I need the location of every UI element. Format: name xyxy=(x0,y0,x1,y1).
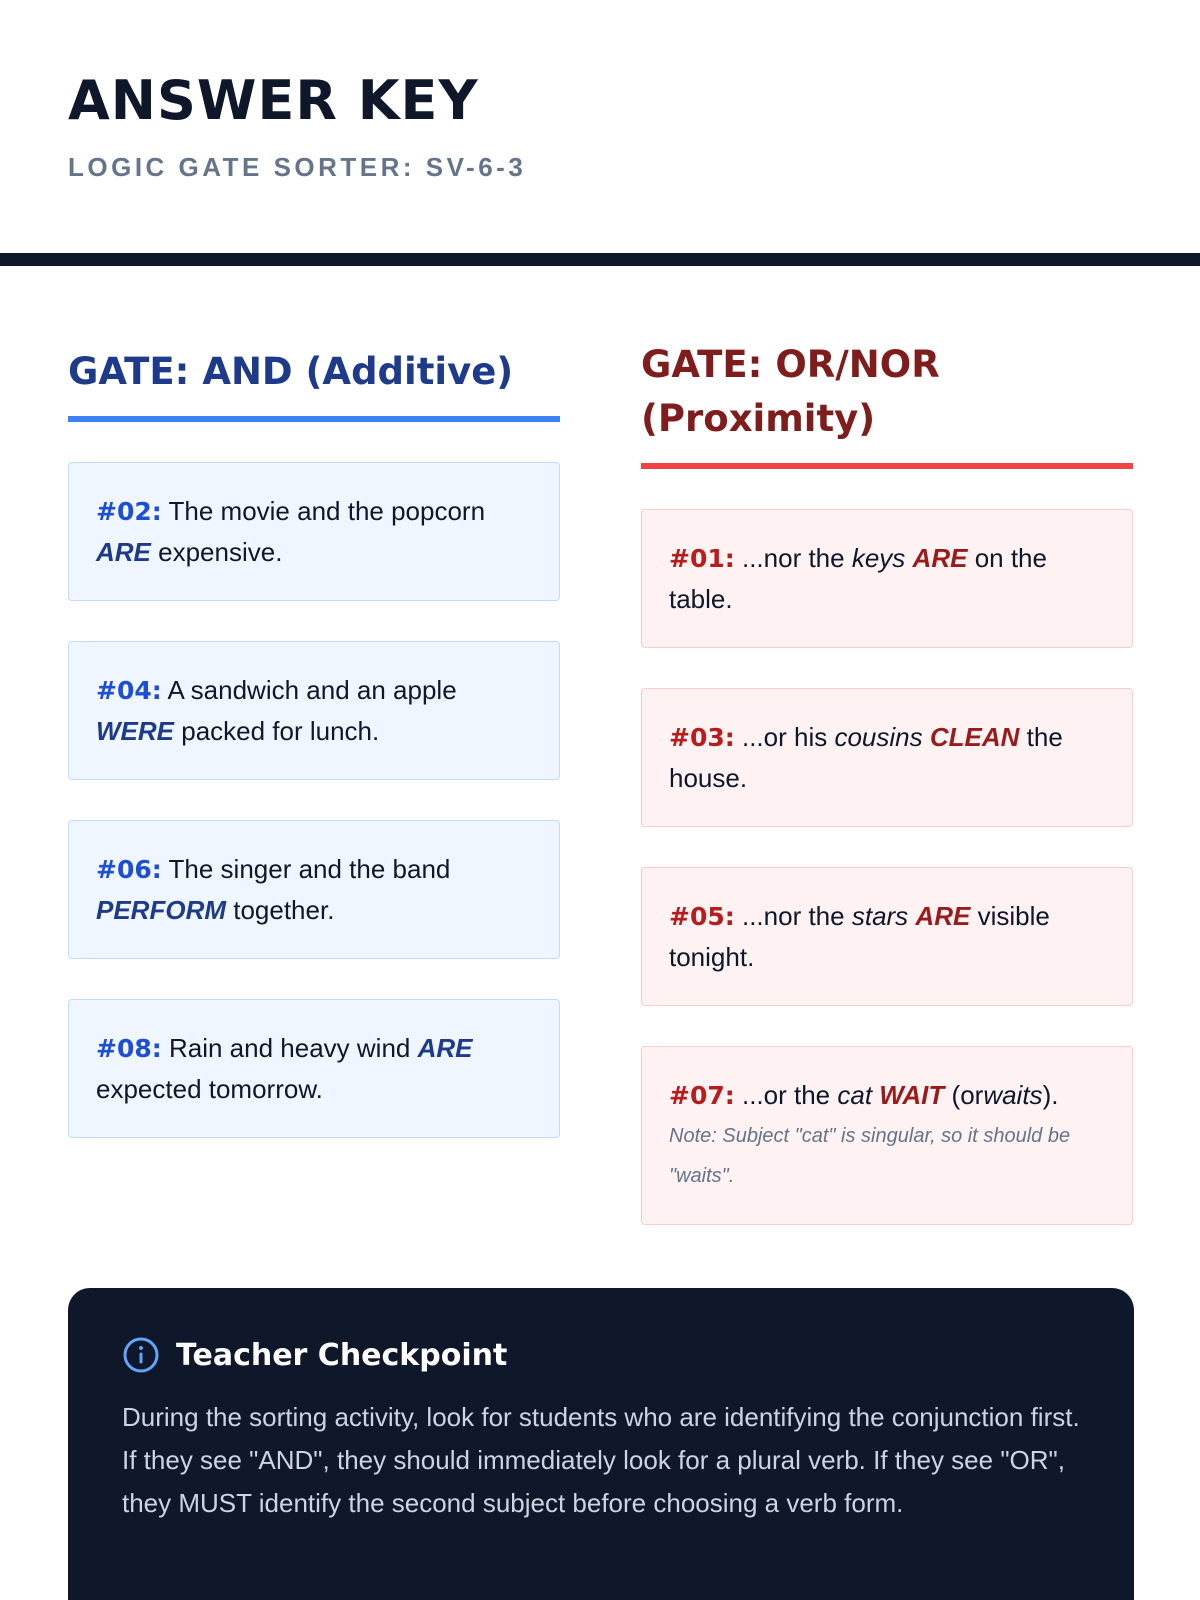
item-number: #06: xyxy=(96,855,162,884)
or-gate-heading: GATE: OR/NOR (Proximity) xyxy=(641,338,1133,469)
sentence-text: ...nor the xyxy=(741,901,845,931)
sentence-text: the house. xyxy=(669,722,1063,793)
and-card xyxy=(68,641,560,780)
or-card xyxy=(641,688,1133,827)
and-card xyxy=(68,462,560,601)
item-number: #08: xyxy=(96,1034,162,1063)
sentence-text: (or xyxy=(951,1080,984,1110)
verb: ARE xyxy=(417,1033,473,1063)
info-icon xyxy=(122,1336,160,1374)
and-card xyxy=(68,820,560,959)
subject: cousins xyxy=(834,722,923,752)
sentence-text: ...or his xyxy=(741,722,828,752)
item-number: #07: xyxy=(669,1081,735,1110)
sentence-text: A sandwich and an apple xyxy=(167,675,457,705)
or-card xyxy=(641,867,1133,1006)
verb: PERFORM xyxy=(96,895,226,925)
sentence-text: Rain and heavy wind xyxy=(168,1033,411,1063)
correction-note: Note: Subject "cat" is singular, so it should be "waits". xyxy=(669,1125,1071,1187)
subject: keys xyxy=(851,543,906,573)
item-number: #02: xyxy=(96,497,162,526)
sentence-text: The movie and the popcorn xyxy=(168,496,486,526)
header-divider xyxy=(0,253,1200,266)
verb: ARE xyxy=(912,543,968,573)
or-card xyxy=(641,509,1133,648)
checkpoint-header xyxy=(122,1336,1080,1374)
verb: ARE xyxy=(915,901,971,931)
sentence-text: The singer and the band xyxy=(168,854,451,884)
checkpoint-body: During the sorting activity, look for students who are identifying the conjunction first. If they see "AND", they should immediately look for a plural verb. If they see "OR", they MUST identify the second subject before choosing a verb form. xyxy=(122,1402,1080,1518)
item-number: #04: xyxy=(96,676,162,705)
page-subtitle: LOGIC GATE SORTER: SV-6-3 xyxy=(68,152,527,183)
item-number: #05: xyxy=(669,902,735,931)
and-gate-heading: GATE: AND (Additive) xyxy=(68,338,560,422)
item-number: #03: xyxy=(669,723,735,752)
sentence-text: visible tonight. xyxy=(669,901,1050,972)
or-card xyxy=(641,1046,1133,1225)
subject: cat xyxy=(837,1080,873,1110)
or-gate-column xyxy=(641,338,1133,1225)
sentence-text: expensive. xyxy=(158,537,283,567)
teacher-checkpoint xyxy=(68,1288,1134,1600)
and-card xyxy=(68,999,560,1138)
verb: ARE xyxy=(96,537,151,567)
sentence-text: ...or the xyxy=(741,1080,831,1110)
sentence-text: ...nor the xyxy=(741,543,845,573)
sentence-text: ). xyxy=(1042,1080,1059,1110)
sentence-text: packed for lunch. xyxy=(181,716,380,746)
header xyxy=(68,70,526,183)
sentence-text: on the table. xyxy=(669,543,1047,614)
sentence-text: expected tomorrow. xyxy=(96,1074,323,1104)
subject: stars xyxy=(851,901,909,931)
and-gate-column xyxy=(68,338,560,1138)
item-number: #01: xyxy=(669,544,735,573)
sentence-text: together. xyxy=(233,895,335,925)
verb: CLEAN xyxy=(929,722,1020,752)
page-title: ANSWER KEY xyxy=(68,69,479,132)
verb: WAIT xyxy=(879,1080,945,1110)
alt-verb: waits xyxy=(983,1080,1043,1110)
verb: WERE xyxy=(96,716,174,746)
checkpoint-title: Teacher Checkpoint xyxy=(176,1337,508,1373)
